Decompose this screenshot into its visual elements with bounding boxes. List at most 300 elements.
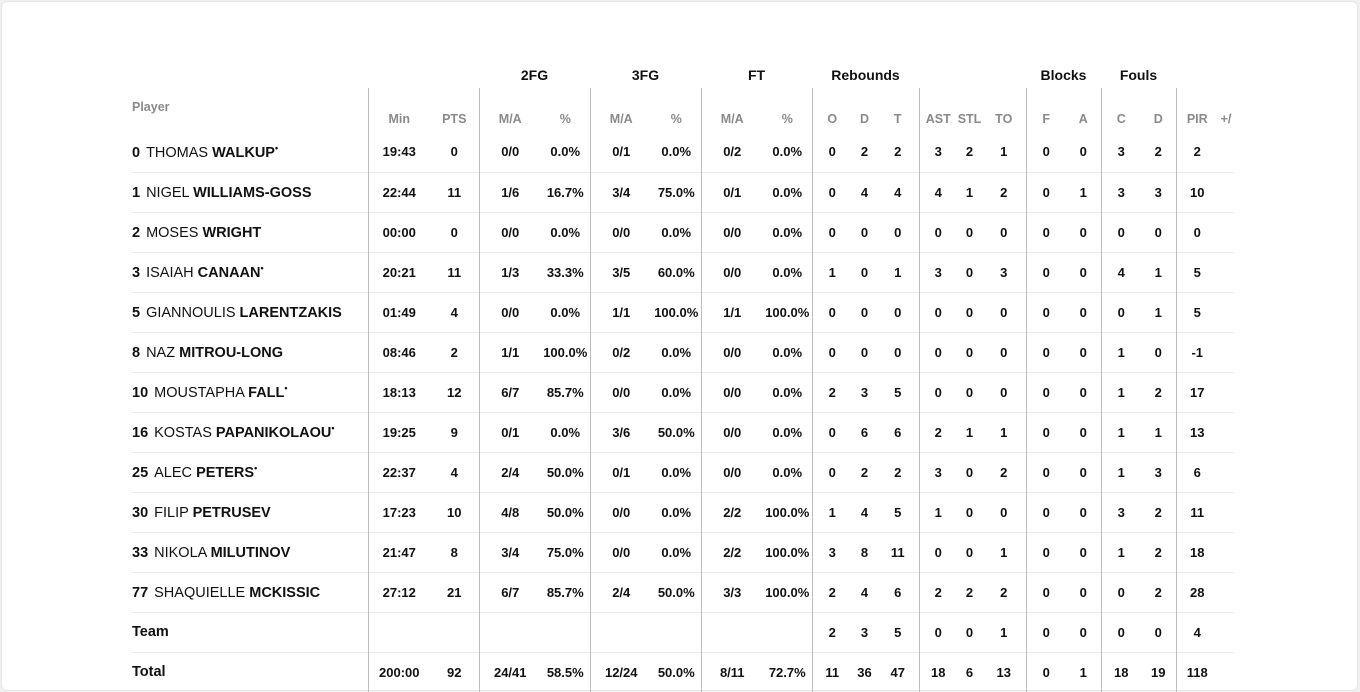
player-name[interactable] (132, 412, 368, 452)
col-to[interactable]: TO (995, 112, 1013, 126)
starter-mark: • (254, 463, 258, 474)
stat-fg3: 3/4 (590, 172, 652, 212)
col-pts[interactable]: PTS (442, 112, 467, 126)
stat-ba: 0 (1066, 212, 1101, 252)
stat-fd: 2 (1141, 532, 1176, 572)
stat-ftp: 0.0% (763, 252, 812, 292)
stat-fg2p: 85.7% (541, 372, 590, 412)
stat-o: 0 (812, 412, 852, 452)
stat-d: 6 (852, 412, 877, 452)
player-first-name: GIANNOULIS (146, 304, 236, 321)
col-3fg-ma[interactable]: M/A (590, 88, 652, 132)
stat-ftp: 0.0% (763, 172, 812, 212)
total-label: Total (132, 652, 368, 692)
stat-ft: 0/0 (701, 452, 763, 492)
stat-fg2p: 75.0% (541, 532, 590, 572)
stat-pts: 21 (430, 572, 479, 612)
stat-t: 0 (877, 212, 919, 252)
stat-min: 20:21 (368, 252, 430, 292)
stat-t: 4 (877, 172, 919, 212)
stat-min: 00:00 (368, 212, 430, 252)
col-blk-a[interactable]: A (1078, 112, 1088, 126)
stat-ft: 0/0 (701, 252, 763, 292)
stat-to: 1 (982, 612, 1026, 652)
stat-fc: 1 (1101, 372, 1141, 412)
stat-pts: 0 (450, 144, 458, 160)
stat-ft: 2/2 (701, 492, 763, 532)
stat-fd: 1 (1141, 292, 1176, 332)
stat-fg2: 6/7 (479, 372, 541, 412)
stat-fc: 4 (1101, 252, 1141, 292)
stat-ft: 0/1 (701, 172, 763, 212)
stat-bf: 0 (1026, 492, 1066, 532)
stat-fg2: 4/8 (479, 492, 541, 532)
stat-fg3p: 0.0% (652, 532, 701, 572)
player-first-name: ALEC (154, 464, 193, 481)
stat-fg3p: 50.0% (652, 652, 701, 692)
player-number: 1 (132, 184, 141, 201)
player-first-name: NIGEL (146, 184, 190, 201)
stat-pm (1218, 652, 1234, 692)
col-ft-ma[interactable]: M/A (701, 88, 763, 132)
stat-ft: 0/0 (701, 212, 763, 252)
stat-pir: 13 (1176, 412, 1218, 452)
stat-stl: 0 (957, 332, 982, 372)
player-row[interactable] (132, 372, 1234, 412)
stat-stl: 0 (957, 252, 982, 292)
stat-o: 0 (812, 452, 852, 492)
stat-pts: 4 (430, 292, 479, 332)
stat-ba: 0 (1066, 372, 1101, 412)
stat-t: 2 (877, 452, 919, 492)
col-stl[interactable]: STL (957, 112, 982, 126)
stat-o: 3 (812, 532, 852, 572)
player-row[interactable] (132, 572, 1234, 612)
boxscore-body (132, 132, 1234, 692)
stat-fg3p (652, 612, 701, 652)
player-name[interactable] (132, 212, 368, 252)
stat-fg2: 6/7 (479, 572, 541, 612)
col-foul-c[interactable]: C (1101, 88, 1141, 132)
stat-fg2p: 50.0% (541, 452, 590, 492)
stat-ba: 1 (1066, 172, 1101, 212)
player-first-name: ISAIAH (146, 264, 194, 281)
stat-t: 0 (877, 332, 919, 372)
stat-ftp: 100.0% (763, 532, 812, 572)
stat-pts: 8 (430, 532, 479, 572)
stat-ftp: 0.0% (763, 372, 812, 412)
player-number: 5 (132, 304, 141, 321)
player-first-name: SHAQUIELLE (154, 584, 246, 601)
stat-fg3p: 0.0% (652, 212, 701, 252)
stat-to: 0 (982, 212, 1026, 252)
col-ast[interactable]: AST (919, 88, 957, 132)
stat-stl: 6 (957, 652, 982, 692)
stat-ast: 0 (919, 212, 957, 252)
player-name[interactable] (132, 132, 368, 172)
stat-pts: 11 (430, 252, 479, 292)
stat-o: 2 (812, 572, 852, 612)
stat-fc: 3 (1101, 172, 1141, 212)
stat-d: 2 (860, 144, 869, 160)
stat-ast: 3 (919, 132, 957, 172)
col-min[interactable]: Min (368, 88, 430, 132)
player-first-name: THOMAS (146, 144, 209, 161)
stat-d: 0 (852, 212, 877, 252)
stat-d: 2 (852, 452, 877, 492)
player-last-name: CANAAN (197, 264, 261, 281)
stat-min: 18:13 (368, 372, 430, 412)
stat-t: 6 (877, 572, 919, 612)
stat-ftp: 0.0% (763, 212, 812, 252)
stat-ast: 2 (919, 412, 957, 452)
player-last-name: WRIGHT (202, 224, 262, 241)
stat-t: 5 (877, 492, 919, 532)
stat-ast: 3 (919, 452, 957, 492)
player-last-name: PETERS (196, 464, 255, 481)
stat-bf: 0 (1026, 412, 1066, 452)
stat-fg2p: 85.7% (541, 572, 590, 612)
stat-ba: 0 (1066, 332, 1101, 372)
stat-ast: 3 (919, 252, 957, 292)
stat-ast: 2 (919, 572, 957, 612)
player-name[interactable] (132, 572, 368, 612)
stat-d: 3 (852, 612, 877, 652)
stat-fg2p: 0.0% (550, 144, 581, 160)
stat-fc: 1 (1101, 332, 1141, 372)
stat-fg3 (590, 612, 652, 652)
player-last-name: MITROU-LONG (179, 344, 284, 361)
stat-o: 2 (812, 612, 852, 652)
stat-o: 1 (812, 492, 852, 532)
stat-fc: 3 (1101, 132, 1141, 172)
player-number: 30 (132, 504, 149, 521)
col-pir[interactable]: PIR (1176, 88, 1218, 132)
col-reb-t[interactable]: T (893, 112, 902, 126)
stat-fg3p: 0.0% (652, 372, 701, 412)
stat-fc: 0 (1101, 212, 1141, 252)
stat-ft: 0/0 (701, 412, 763, 452)
stat-bf: 0 (1026, 132, 1066, 172)
team-row (132, 612, 1234, 652)
stat-ft: 0/0 (701, 332, 763, 372)
stat-ftp: 100.0% (763, 572, 812, 612)
player-name[interactable] (132, 532, 368, 572)
stat-pir: 4 (1176, 612, 1218, 652)
stat-pts: 92 (430, 652, 479, 692)
stat-pm (1218, 372, 1234, 412)
stat-to: 2 (982, 572, 1026, 612)
stat-ba: 0 (1066, 292, 1101, 332)
stat-o: 2 (812, 372, 852, 412)
player-name[interactable] (132, 332, 368, 372)
stat-pts: 10 (430, 492, 479, 532)
stat-fd: 0 (1141, 332, 1176, 372)
stat-pts: 4 (430, 452, 479, 492)
stat-fd: 3 (1141, 452, 1176, 492)
stat-ast: 0 (919, 292, 957, 332)
stat-t: 47 (877, 652, 919, 692)
stat-ftp: 72.7% (763, 652, 812, 692)
stat-fg2p: 0.0% (541, 412, 590, 452)
stat-t: 2 (894, 144, 902, 160)
stat-pm (1218, 172, 1234, 212)
group-3fg: 3FG (631, 67, 660, 83)
stat-fg3p: 60.0% (652, 252, 701, 292)
stat-pm (1218, 532, 1234, 572)
player-row[interactable] (132, 252, 1234, 292)
stat-min: 08:46 (368, 332, 430, 372)
stat-min: 17:23 (368, 492, 430, 532)
player-name[interactable] (132, 172, 368, 212)
stat-to: 3 (982, 252, 1026, 292)
player-number: 3 (132, 264, 141, 281)
team-label: Team (132, 612, 368, 652)
stat-ft: 0/2 (701, 132, 763, 172)
stat-fg3: 3/5 (590, 252, 652, 292)
stat-ba: 0 (1066, 612, 1101, 652)
stat-fg2 (479, 612, 541, 652)
stat-fg2: 1/3 (479, 252, 541, 292)
stat-bf: 0 (1026, 452, 1066, 492)
stat-bf: 0 (1026, 372, 1066, 412)
stat-t: 0 (877, 292, 919, 332)
player-number: 25 (132, 464, 149, 481)
player-number: 2 (132, 224, 141, 241)
stat-min: 19:43 (368, 132, 430, 172)
stat-d: 4 (852, 572, 877, 612)
group-2fg: 2FG (520, 67, 549, 83)
stat-fg3p: 50.0% (652, 572, 701, 612)
stat-t: 5 (877, 372, 919, 412)
stat-fg2: 0/0 (479, 292, 541, 332)
player-number: 77 (132, 584, 149, 601)
player-row[interactable] (132, 492, 1234, 532)
stat-stl: 0 (957, 612, 982, 652)
col-blk-f[interactable]: F (1026, 88, 1066, 132)
stat-fc: 18 (1101, 652, 1141, 692)
stat-fg2p: 16.7% (541, 172, 590, 212)
stat-ft: 3/3 (701, 572, 763, 612)
player-row[interactable] (132, 292, 1234, 332)
stat-fd: 2 (1141, 572, 1176, 612)
stat-ft (701, 612, 763, 652)
stat-fg3p: 0.0% (652, 332, 701, 372)
player-number: 10 (132, 384, 149, 401)
stat-min (368, 612, 430, 652)
player-last-name: MCKISSIC (249, 584, 321, 601)
stat-fg2p: 50.0% (541, 492, 590, 532)
stat-to: 2 (982, 452, 1026, 492)
stat-t: 5 (877, 612, 919, 652)
starter-mark: • (274, 142, 279, 153)
col-foul-d[interactable]: D (1153, 112, 1163, 126)
stat-pir: 11 (1176, 492, 1218, 532)
total-row (132, 652, 1234, 692)
stat-pir: 2 (1176, 132, 1218, 172)
player-last-name: FALL (248, 384, 285, 401)
player-row[interactable] (132, 412, 1234, 452)
stat-min: 01:49 (368, 292, 430, 332)
stat-fg2p: 33.3% (541, 252, 590, 292)
stat-fg3: 2/4 (590, 572, 652, 612)
stat-pts (430, 612, 479, 652)
player-row[interactable] (132, 132, 1234, 172)
stat-pir: 5 (1176, 292, 1218, 332)
stat-fc: 3 (1101, 492, 1141, 532)
stat-min: 22:44 (368, 172, 430, 212)
col-ft-pct[interactable]: % (781, 112, 793, 126)
stat-ast: 0 (919, 332, 957, 372)
stat-fg2p (541, 612, 590, 652)
stat-ft: 1/1 (701, 292, 763, 332)
player-row[interactable] (132, 452, 1234, 492)
stat-fc: 1 (1101, 532, 1141, 572)
stat-pir: 28 (1176, 572, 1218, 612)
stat-fg2: 0/1 (479, 412, 541, 452)
stat-fg3p: 50.0% (652, 412, 701, 452)
stat-fd: 0 (1141, 212, 1176, 252)
stat-pir: -1 (1176, 332, 1218, 372)
stat-stl: 0 (957, 492, 982, 532)
stat-fd: 19 (1141, 652, 1176, 692)
stat-pts: 2 (430, 332, 479, 372)
stat-ftp: 100.0% (763, 292, 812, 332)
stat-ast: 0 (919, 532, 957, 572)
player-row[interactable] (132, 532, 1234, 572)
stat-o: 0 (812, 132, 852, 172)
stat-fc: 0 (1101, 572, 1141, 612)
stat-fg2: 0/0 (479, 212, 541, 252)
stat-pir: 5 (1176, 252, 1218, 292)
player-row[interactable] (132, 332, 1234, 372)
stat-fg3p: 0.0% (661, 144, 692, 160)
stat-pts: 9 (430, 412, 479, 452)
stat-ftp: 0.0% (763, 412, 812, 452)
stat-fd: 1 (1141, 252, 1176, 292)
stat-ba: 0 (1066, 492, 1101, 532)
stat-min: 19:25 (368, 412, 430, 452)
col-plus-minus[interactable]: +/ (1220, 112, 1232, 126)
player-name[interactable] (132, 492, 368, 532)
stat-pir: 18 (1176, 532, 1218, 572)
stat-ftp: 100.0% (763, 492, 812, 532)
player-row[interactable] (132, 172, 1234, 212)
stat-stl: 0 (957, 372, 982, 412)
stat-bf: 0 (1026, 572, 1066, 612)
stat-fg3p: 100.0% (652, 292, 701, 332)
col-3fg-pct[interactable]: % (670, 112, 682, 126)
stat-pts: 11 (430, 172, 479, 212)
stat-pts: 0 (430, 212, 479, 252)
stat-stl: 0 (957, 292, 982, 332)
stat-fg2: 2/4 (479, 452, 541, 492)
stat-d: 4 (852, 492, 877, 532)
col-reb-o[interactable]: O (812, 88, 852, 132)
stat-stl: 2 (965, 144, 974, 160)
stat-pm (1218, 132, 1234, 172)
stat-pm (1218, 332, 1234, 372)
stat-to: 13 (982, 652, 1026, 692)
stat-fg3: 1/1 (590, 292, 652, 332)
stat-fg3: 0/0 (590, 492, 652, 532)
stat-fg3p: 75.0% (652, 172, 701, 212)
stat-fg3: 0/1 (590, 132, 652, 172)
col-player[interactable]: Player (132, 100, 170, 114)
stat-bf: 0 (1026, 172, 1066, 212)
starter-mark: • (331, 423, 335, 434)
stat-fg2p: 0.0% (541, 212, 590, 252)
group-blocks: Blocks (1040, 67, 1087, 83)
stat-pm (1218, 412, 1234, 452)
player-number: 16 (132, 424, 149, 441)
player-number: 33 (132, 544, 149, 561)
stat-fd: 1 (1141, 412, 1176, 452)
stat-fg3: 3/6 (590, 412, 652, 452)
stat-ba: 1 (1066, 652, 1101, 692)
stat-o: 0 (812, 332, 852, 372)
player-name[interactable] (132, 372, 368, 412)
stat-pm (1218, 492, 1234, 532)
player-row[interactable] (132, 212, 1234, 252)
stat-pir: 0 (1176, 212, 1218, 252)
player-name[interactable] (132, 452, 368, 492)
stat-d: 4 (852, 172, 877, 212)
stat-d: 0 (852, 332, 877, 372)
player-last-name: MILUTINOV (210, 544, 291, 561)
stat-fd: 2 (1141, 372, 1176, 412)
col-2fg-pct[interactable]: % (559, 112, 571, 126)
stat-fc: 0 (1101, 292, 1141, 332)
col-reb-d[interactable]: D (859, 112, 870, 126)
stat-ba: 0 (1066, 572, 1101, 612)
player-number: 8 (132, 344, 141, 361)
player-number: 0 (132, 144, 141, 161)
stat-pm (1218, 452, 1234, 492)
stat-stl: 1 (957, 172, 982, 212)
stat-pts: 12 (430, 372, 479, 412)
stat-d: 36 (852, 652, 877, 692)
stat-bf: 0 (1026, 612, 1066, 652)
stat-bf: 0 (1026, 252, 1066, 292)
group-fouls: Fouls (1119, 67, 1158, 83)
stat-fc: 1 (1101, 452, 1141, 492)
stat-ftp: 0.0% (763, 452, 812, 492)
stat-t: 11 (877, 532, 919, 572)
stat-to: 1 (982, 412, 1026, 452)
stat-fg3: 0/2 (590, 332, 652, 372)
stat-pm (1218, 612, 1234, 652)
player-first-name: FILIP (154, 504, 189, 521)
stat-stl: 0 (957, 532, 982, 572)
stat-d: 3 (852, 372, 877, 412)
col-2fg-ma[interactable]: M/A (479, 88, 541, 132)
stat-d: 8 (852, 532, 877, 572)
player-name[interactable] (132, 292, 368, 332)
stat-to: 2 (982, 172, 1026, 212)
stat-t: 1 (877, 252, 919, 292)
stat-fg3p: 0.0% (652, 492, 701, 532)
stat-o: 1 (812, 252, 852, 292)
stat-pir: 118 (1176, 652, 1218, 692)
stat-bf: 0 (1026, 332, 1066, 372)
stat-ftp: 0.0% (772, 144, 803, 160)
player-name[interactable] (132, 252, 368, 292)
group-ft: FT (747, 67, 766, 83)
stat-stl: 1 (957, 412, 982, 452)
stat-stl: 0 (957, 452, 982, 492)
stat-fd: 3 (1141, 172, 1176, 212)
